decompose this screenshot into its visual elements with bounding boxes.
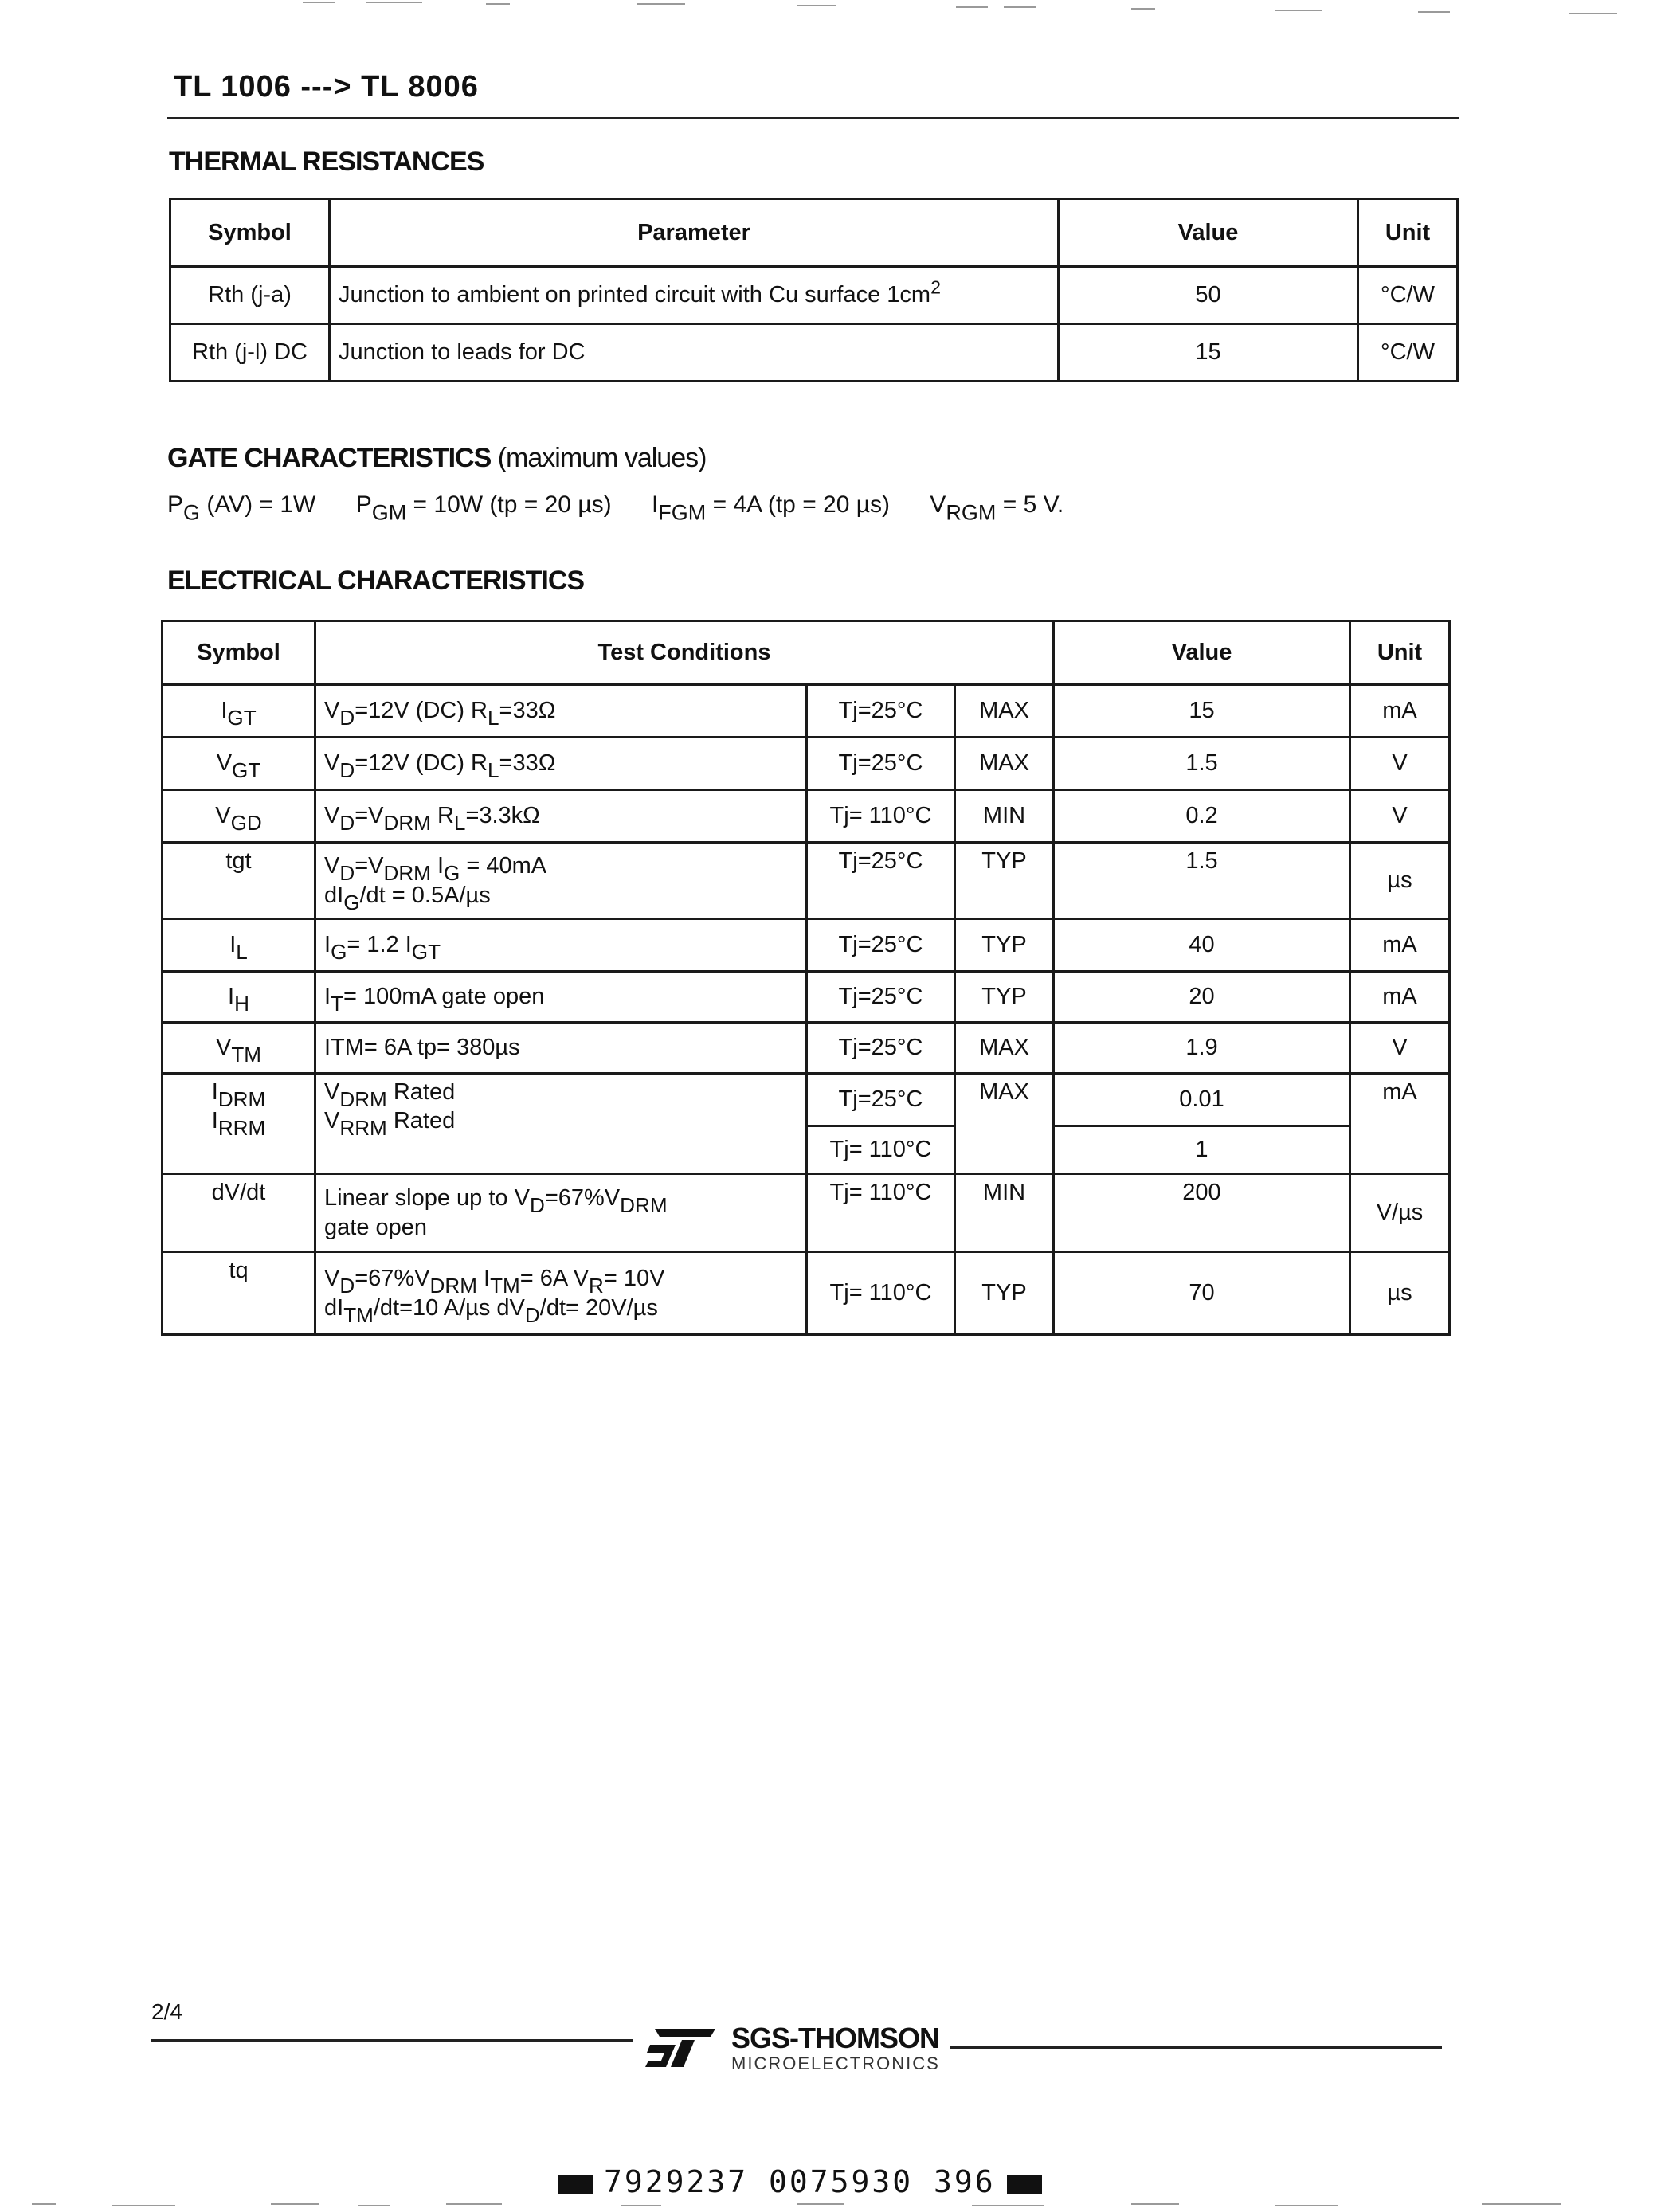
elec-unit: V	[1350, 738, 1450, 790]
symbol-main: I	[221, 698, 228, 724]
cond-text: =12V (DC) R	[355, 698, 488, 724]
scan-speck	[1418, 11, 1450, 13]
col-header-symbol: Symbol	[163, 621, 315, 685]
cond-text: = 10V	[603, 1266, 665, 1292]
thermal-parameter-text: Junction to ambient on printed circuit with Cu surface 1cm	[339, 282, 931, 308]
thermal-table	[169, 198, 1459, 382]
gate-ifgm-subscript: FGM	[658, 500, 707, 525]
table-row	[163, 738, 1450, 790]
elec-symbol	[163, 1174, 315, 1252]
elec-tj: Tj=25°C	[807, 685, 955, 738]
thermal-unit: °C/W	[1358, 267, 1458, 324]
elec-value: 1.5	[1054, 843, 1350, 919]
gate-vrgm-symbol: V	[930, 491, 946, 518]
scan-speck	[797, 2203, 844, 2205]
scan-speck	[32, 2203, 56, 2205]
electrical-heading: ELECTRICAL CHARACTERISTICS	[167, 566, 585, 596]
scan-speck	[1275, 2205, 1338, 2206]
cond-text: V	[324, 750, 340, 777]
scan-speck	[271, 2203, 319, 2205]
elec-tj: Tj=25°C	[807, 1023, 955, 1074]
scan-speck	[1004, 6, 1036, 8]
cond-text: dI	[324, 1294, 344, 1321]
cond-subscript: DRM	[383, 811, 431, 836]
thermal-parameter-text: Junction to leads for DC	[339, 339, 586, 366]
cond-text: gate open	[324, 1214, 428, 1240]
cond-text: V	[324, 1079, 340, 1105]
scan-speck	[956, 6, 988, 8]
elec-unit: V/µs	[1350, 1174, 1450, 1252]
symbol-subscript: TM	[231, 1043, 262, 1067]
cond-subscript: TM	[490, 1274, 520, 1298]
symbol-main: I	[229, 932, 237, 958]
symbol-subscript: GT	[232, 758, 261, 783]
cond-text: Linear slope up to V	[324, 1185, 530, 1212]
cond-subscript: G	[444, 861, 460, 886]
elec-value: 1.5	[1054, 738, 1350, 790]
elec-value: 70	[1054, 1252, 1350, 1335]
elec-tj: Tj=25°C	[807, 919, 955, 972]
gate-values-line	[167, 491, 1064, 525]
symbol-main: I	[211, 1108, 218, 1134]
table-row	[163, 843, 1450, 919]
symbol-subscript: DRM	[217, 1087, 266, 1112]
cond-text: =12V (DC) R	[355, 750, 488, 777]
cond-subscript: L	[488, 758, 499, 783]
cond-text: V	[324, 803, 340, 829]
cond-subscript: R	[589, 1274, 604, 1298]
thermal-parameter	[330, 324, 1059, 382]
cond-text: I	[476, 1266, 491, 1292]
cond-text: =V	[355, 853, 384, 879]
scan-speck	[972, 2205, 1044, 2206]
symbol-main: tq	[229, 1258, 249, 1283]
cond-text: /dt= 20V/µs	[539, 1294, 658, 1321]
cond-subscript: DRM	[620, 1193, 668, 1218]
document-title: TL 1006 ---> TL 8006	[174, 70, 479, 104]
elec-condition	[315, 919, 807, 972]
elec-limit: MAX	[955, 1023, 1054, 1074]
footer-rule	[950, 2046, 1442, 2049]
cond-subscript: D	[529, 1193, 545, 1218]
thermal-heading: THERMAL RESISTANCES	[169, 147, 484, 177]
elec-condition	[315, 738, 807, 790]
scan-speck	[797, 5, 836, 6]
gate-vrgm	[930, 491, 1064, 525]
gate-ifgm	[651, 491, 891, 525]
cond-text: = 1.2 I	[347, 932, 412, 958]
symbol-main: dV/dt	[211, 1180, 266, 1205]
scan-speck	[446, 2203, 502, 2205]
cond-text: =67%V	[544, 1185, 621, 1212]
title-rule	[167, 117, 1459, 119]
cond-text: R	[430, 803, 454, 829]
elec-value: 0.01	[1054, 1074, 1350, 1126]
elec-limit: TYP	[955, 919, 1054, 972]
cond-text: V	[324, 1266, 340, 1292]
cond-text: /dt = 0.5A/µs	[359, 882, 491, 908]
elec-tj: Tj= 110°C	[807, 1174, 955, 1252]
cond-line-2	[324, 1294, 797, 1327]
symbol-main: V	[215, 1035, 232, 1061]
table-row	[163, 972, 1450, 1023]
scan-speck	[486, 3, 510, 5]
page-number: 2/4	[151, 1999, 182, 2024]
col-header-unit: Unit	[1358, 199, 1458, 267]
col-header-value: Value	[1054, 621, 1350, 685]
elec-unit: V	[1350, 1023, 1450, 1074]
elec-unit: mA	[1350, 685, 1450, 738]
scan-speck	[1131, 2203, 1179, 2205]
cond-text: = 100mA gate open	[343, 984, 545, 1010]
thermal-value: 15	[1059, 324, 1358, 382]
cond-text: =V	[355, 803, 384, 829]
thermal-unit: °C/W	[1358, 324, 1458, 382]
elec-limit: MAX	[955, 738, 1054, 790]
elec-value: 0.2	[1054, 790, 1350, 843]
thermal-symbol: Rth (j-a)	[170, 267, 330, 324]
symbol-subscript: H	[234, 992, 249, 1016]
gate-pg-symbol: P	[167, 491, 184, 518]
elec-tj: Tj=25°C	[807, 972, 955, 1023]
elec-symbol	[163, 738, 315, 790]
elec-symbol	[163, 685, 315, 738]
col-header-unit: Unit	[1350, 621, 1450, 685]
gate-heading	[167, 443, 706, 474]
gate-vrgm-value: = 5 V.	[996, 491, 1064, 518]
symbol-subscript: L	[236, 940, 248, 965]
electrical-table	[161, 620, 1451, 1336]
cond-line-1	[324, 852, 797, 886]
company-name: SGS-THOMSON	[731, 2022, 940, 2054]
cond-subscript: D	[339, 706, 355, 730]
electrical-header-row	[163, 621, 1450, 685]
cond-subscript: GT	[411, 940, 441, 965]
elec-limit: MAX	[955, 1074, 1054, 1174]
cond-line-2	[324, 881, 797, 914]
elec-value: 40	[1054, 919, 1350, 972]
cond-text: =3.3kΩ	[465, 803, 540, 829]
cond-subscript: TM	[343, 1302, 374, 1327]
cond-subscript: DRM	[339, 1087, 387, 1112]
table-row	[170, 267, 1458, 324]
barcode-line	[546, 2164, 1053, 2199]
elec-condition	[315, 1174, 807, 1252]
elec-unit: V	[1350, 790, 1450, 843]
col-header-symbol: Symbol	[170, 199, 330, 267]
elec-condition	[315, 1252, 807, 1335]
cond-subscript: D	[339, 758, 355, 783]
table-row	[163, 919, 1450, 972]
elec-symbol	[163, 1252, 315, 1335]
elec-limit: TYP	[955, 972, 1054, 1023]
st-logo-icon	[644, 2024, 717, 2070]
cond-text: dI	[324, 882, 344, 908]
cond-text: Rated	[386, 1108, 456, 1134]
symbol-main: I	[228, 984, 235, 1010]
cond-text: V	[324, 698, 340, 724]
scan-speck	[1275, 10, 1322, 11]
gate-heading-note: (maximum values)	[497, 443, 707, 473]
thermal-symbol: Rth (j-l) DC	[170, 324, 330, 382]
cond-subscript: L	[453, 811, 466, 836]
elec-symbol	[163, 790, 315, 843]
elec-unit: mA	[1350, 919, 1450, 972]
elec-condition	[315, 685, 807, 738]
gate-pg-value: (AV) = 1W	[200, 491, 316, 518]
cond-text: V	[324, 853, 340, 879]
symbol-main: V	[216, 750, 233, 777]
cond-line-2	[324, 1106, 797, 1141]
scan-speck	[358, 2205, 390, 2206]
barcode-text: 7929237 0075930 396	[604, 2164, 996, 2199]
cond-subscript: RRM	[339, 1116, 387, 1141]
cond-subscript: D	[339, 861, 355, 886]
gate-pg-avg	[167, 491, 316, 525]
gate-heading-title: GATE CHARACTERISTICS	[167, 443, 492, 473]
scan-speck	[303, 2, 335, 3]
elec-unit: mA	[1350, 1074, 1450, 1174]
elec-symbol	[163, 1074, 315, 1174]
cond-text: I	[324, 984, 331, 1010]
elec-symbol	[163, 843, 315, 919]
elec-value: 1	[1054, 1126, 1350, 1174]
thermal-parameter-exponent: 2	[930, 276, 941, 298]
table-row	[163, 1023, 1450, 1074]
table-row	[170, 324, 1458, 382]
elec-limit: TYP	[955, 843, 1054, 919]
footer-rule	[151, 2039, 633, 2042]
elec-symbol	[163, 919, 315, 972]
table-row	[163, 685, 1450, 738]
scan-speck	[1482, 2203, 1561, 2205]
elec-symbol	[163, 1023, 315, 1074]
cond-subscript: DRM	[383, 861, 431, 886]
symbol-line-2	[171, 1106, 306, 1141]
gate-pg-subscript: G	[183, 500, 201, 525]
table-row	[163, 1174, 1450, 1252]
symbol-main: V	[215, 803, 231, 829]
elec-value: 20	[1054, 972, 1350, 1023]
elec-value: 1.9	[1054, 1023, 1350, 1074]
cond-text: Rated	[386, 1079, 456, 1105]
cond-text: =67%V	[355, 1266, 430, 1292]
elec-limit: MIN	[955, 1174, 1054, 1252]
cond-text: V	[324, 1108, 340, 1134]
gate-ifgm-symbol: I	[651, 491, 659, 518]
elec-condition	[315, 1074, 807, 1174]
cond-text: I	[430, 853, 445, 879]
cond-text: =33Ω	[499, 698, 556, 724]
elec-condition	[315, 972, 807, 1023]
elec-unit: µs	[1350, 843, 1450, 919]
cond-line-1	[324, 1184, 797, 1218]
cond-subscript: D	[339, 811, 355, 836]
cond-text: = 40mA	[460, 853, 547, 879]
cond-subscript: T	[331, 992, 344, 1016]
table-row	[163, 790, 1450, 843]
company-subtitle: MICROELECTRONICS	[731, 2053, 940, 2073]
elec-tj: Tj= 110°C	[807, 790, 955, 843]
elec-limit: MIN	[955, 790, 1054, 843]
gate-pgm-subscript: GM	[371, 500, 407, 525]
cond-line-1	[324, 1264, 797, 1298]
elec-value: 15	[1054, 685, 1350, 738]
col-header-test-conditions: Test Conditions	[315, 621, 1054, 685]
table-row	[163, 1074, 1450, 1126]
elec-limit: TYP	[955, 1252, 1054, 1335]
elec-unit: µs	[1350, 1252, 1450, 1335]
cond-text: ITM= 6A tp= 380µs	[324, 1035, 520, 1061]
gate-vrgm-subscript: RGM	[946, 500, 997, 525]
cond-line-1	[324, 1078, 797, 1112]
cond-text: /dt=10 A/µs dV	[373, 1294, 525, 1321]
gate-pgm-value: = 10W (tp = 20 µs)	[406, 491, 612, 518]
symbol-line-1	[171, 1078, 306, 1112]
scan-speck	[621, 2205, 661, 2206]
elec-value: 200	[1054, 1174, 1350, 1252]
elec-condition	[315, 843, 807, 919]
table-row	[163, 1252, 1450, 1335]
scan-speck	[637, 3, 685, 5]
elec-tj: Tj= 110°C	[807, 1252, 955, 1335]
symbol-subscript: GD	[230, 811, 262, 836]
col-header-parameter: Parameter	[330, 199, 1059, 267]
cond-text: I	[324, 932, 331, 958]
scan-speck	[112, 2205, 175, 2206]
cond-text: =33Ω	[499, 750, 556, 777]
elec-condition	[315, 790, 807, 843]
cond-subscript: D	[524, 1302, 540, 1327]
elec-tj: Tj= 110°C	[807, 1126, 955, 1174]
col-header-value: Value	[1059, 199, 1358, 267]
barcode-block	[558, 2175, 593, 2194]
gate-pgm	[355, 491, 612, 525]
symbol-subscript: GT	[227, 706, 257, 730]
cond-line-2	[324, 1213, 797, 1242]
gate-pgm-symbol: P	[355, 491, 372, 518]
scan-speck	[1569, 13, 1617, 14]
scan-speck	[1131, 8, 1155, 10]
cond-subscript: G	[331, 940, 347, 965]
elec-tj: Tj=25°C	[807, 843, 955, 919]
scan-speck	[366, 2, 422, 3]
gate-ifgm-value: = 4A (tp = 20 µs)	[706, 491, 891, 518]
elec-condition	[315, 1023, 807, 1074]
symbol-main: tgt	[225, 848, 252, 874]
barcode-block	[1007, 2175, 1042, 2194]
elec-symbol	[163, 972, 315, 1023]
thermal-header-row	[170, 199, 1458, 267]
symbol-subscript: RRM	[217, 1116, 266, 1141]
cond-subscript: L	[488, 706, 499, 730]
thermal-value: 50	[1059, 267, 1358, 324]
elec-unit: mA	[1350, 972, 1450, 1023]
symbol-main: I	[211, 1079, 218, 1105]
elec-tj: Tj=25°C	[807, 1074, 955, 1126]
elec-tj: Tj=25°C	[807, 738, 955, 790]
cond-text: = 6A V	[519, 1266, 590, 1292]
thermal-parameter	[330, 267, 1059, 324]
cond-subscript: D	[339, 1274, 355, 1298]
elec-limit: MAX	[955, 685, 1054, 738]
cond-subscript: DRM	[429, 1274, 477, 1298]
cond-subscript: G	[343, 890, 360, 914]
